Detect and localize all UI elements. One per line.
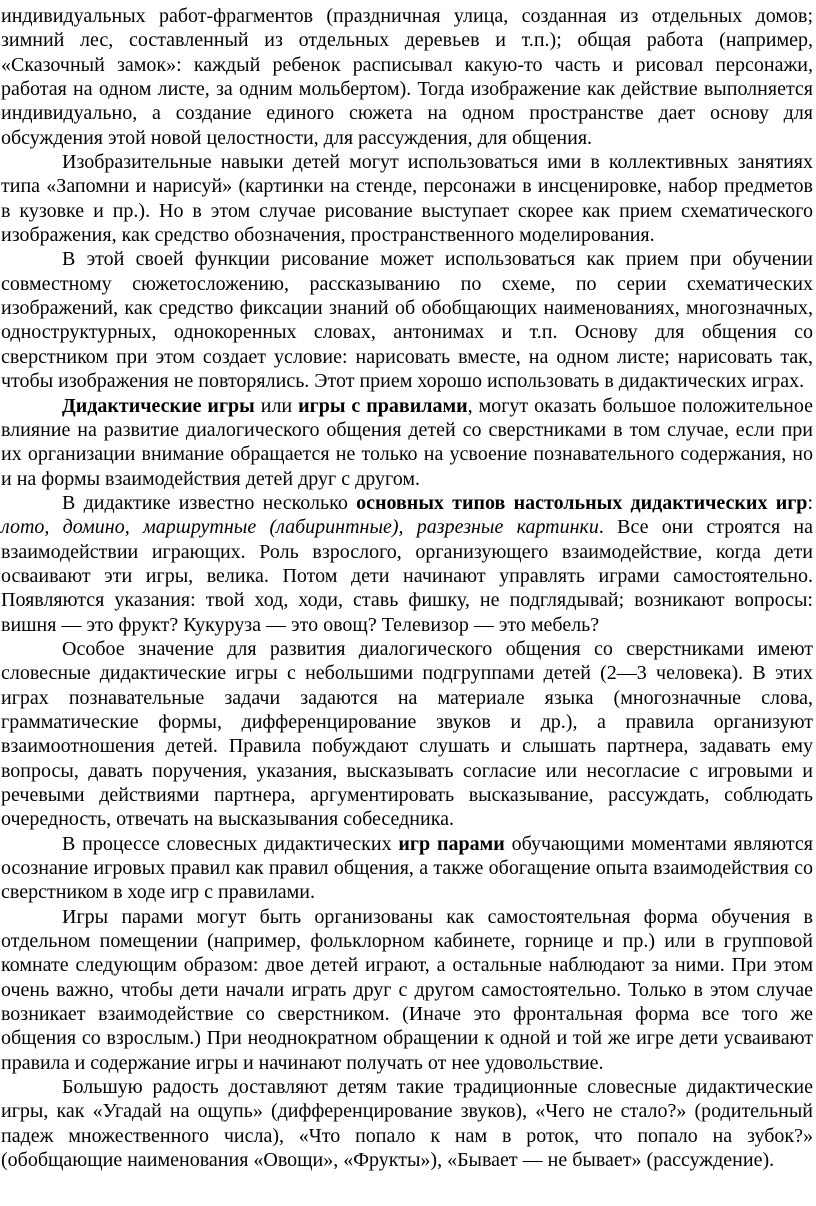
text-run: Большую радость доставляют детям такие традиционные словесные дидактические игры, как «Угадай на ощупь» (дифференцирование звуков), «Чего не стало?» (родительный падеж множественного числа), «Что попало к нам в роток, что попало на зубок?» (обобщающие наименования «Овощи», «Фрукты»), «Бывает — не бывает» (рассуждение).: [1, 1076, 813, 1172]
bold-term: игры с правилами: [298, 394, 468, 417]
text-run: индивидуальных работ-фрагментов (праздничная улица, созданная из отдельных домов; зимний лес, составленный из отдельных деревьев и т.п.); общая работа (например, «Сказочный замок»: каждый ребенок расписывал какую-то часть и рисовал персонажи, работая на одном листе, за одним мольбертом). Тогда изображение как действие выполняется индивидуально, а создание единого сюжета на одном пространстве дает основу для обсуждения этой новой целостности, для рассуждения, для общения.: [1, 5, 813, 149]
paragraph: [1, 247, 813, 393]
text-run: Особое значение для развития диалогического общения со сверстниками имеют словесные дидактические игры с небольшими подгруппами детей (2—3 человека). В этих играх познавательные задачи задаются на материале языка (многозначные слова, грамматические формы, дифференцирование звуков и др.), а правила организуют взаимоотношения детей. Правила побуждают слушать и слышать партнера, задавать ему вопросы, давать поручения, указания, высказывать согласие или несогласие с игровыми и речевыми действиями партнера, аргументировать высказывание, рассуждать, соблюдать очередность, отвечать на высказывания собеседника.: [1, 637, 813, 831]
text-run: . Все они строятся на взаимодействии играющих. Роль взрослого, организующего взаимодействие, когда дети осваивают эти игры, велика. Потом дети начинают управлять играми самостоятельно. Появляются указания: твой ход, ходи, ставь фишку, не подглядывай; возникают вопросы: вишня — это фрукт? Кукуруза — это овощ? Телевизор — это мебель?: [1, 516, 814, 636]
text-run: В этой своей функции рисование может использоваться как прием при обучении совместному сюжетосложению, рассказыванию по схеме, по серии схематических изображений, как средство фиксации знаний об обобщающих наименованиях, многозначных, одноструктурных, однокоренных словах, антонимах и т.п. Основу для общения со сверстником при этом создает условие: нарисовать вместе, на одном листе; нарисовать так, чтобы изображения не повторялись. Этот прием хорошо использовать в дидактических играх.: [1, 248, 813, 393]
text-run: или: [254, 394, 299, 417]
text-run: обучающими моментами являются осознание игровых правил как правил общения, а также обогащение опыта взаимодействия со сверстником в ходе игр с правилами.: [1, 832, 813, 904]
text-run: :: [807, 491, 813, 514]
text-run: В процессе словесных дидактических: [62, 832, 399, 855]
paragraph: [1, 394, 813, 491]
text-run: В дидактике известно несколько: [62, 491, 357, 514]
paragraph: [1, 832, 813, 905]
text-run: Игры парами могут быть организованы как самостоятельная форма обучения в отдельном помещении (например, фольклорном кабинете, горнице и пр.) или в групповой комнате следующим образом: двое детей играют, а остальные наблюдают за ними. При этом очень важно, чтобы дети начали играть друг с другом самостоятельно. Только в этом случае возникает взаимодействие со сверстником. (Иначе это фронтальная форма все того же общения со взрослым.) При неоднократном обращении к одной и той же игре дети усваивают правила и содержание игры и начинают получать от нее удовольствие.: [1, 905, 813, 1074]
paragraph: [1, 4, 813, 150]
bold-term: основных типов настольных дидактических игр: [356, 491, 808, 514]
paragraph: [1, 905, 813, 1075]
text-run: , могут оказать большое положительное влияние на развитие диалогического общения детей со сверстниками в том случае, если при их организации внимание обращается не только на усвоение познавательного содержания, но и на формы взаимодействия детей друг с другом.: [1, 394, 813, 490]
paragraph: [1, 637, 813, 832]
paragraph: [1, 491, 813, 637]
paragraph: [1, 1075, 813, 1172]
bold-term: Дидактические игры: [62, 394, 255, 417]
text-run: Изобразительные навыки детей могут использоваться ими в коллективных занятиях типа «Запомни и нарисуй» (картинки на стенде, персонажи в инсценировке, набор предметов в кузовке и пр.). Но в этом случае рисование выступает скорее как прием схематического изображения, как средство обозначения, пространственного моделирования.: [1, 151, 813, 247]
bold-term: игр парами: [398, 832, 505, 855]
paragraph: [1, 150, 813, 247]
italic-examples: лото, домино, маршрутные (лабиринтные), разрезные картинки: [1, 516, 599, 539]
